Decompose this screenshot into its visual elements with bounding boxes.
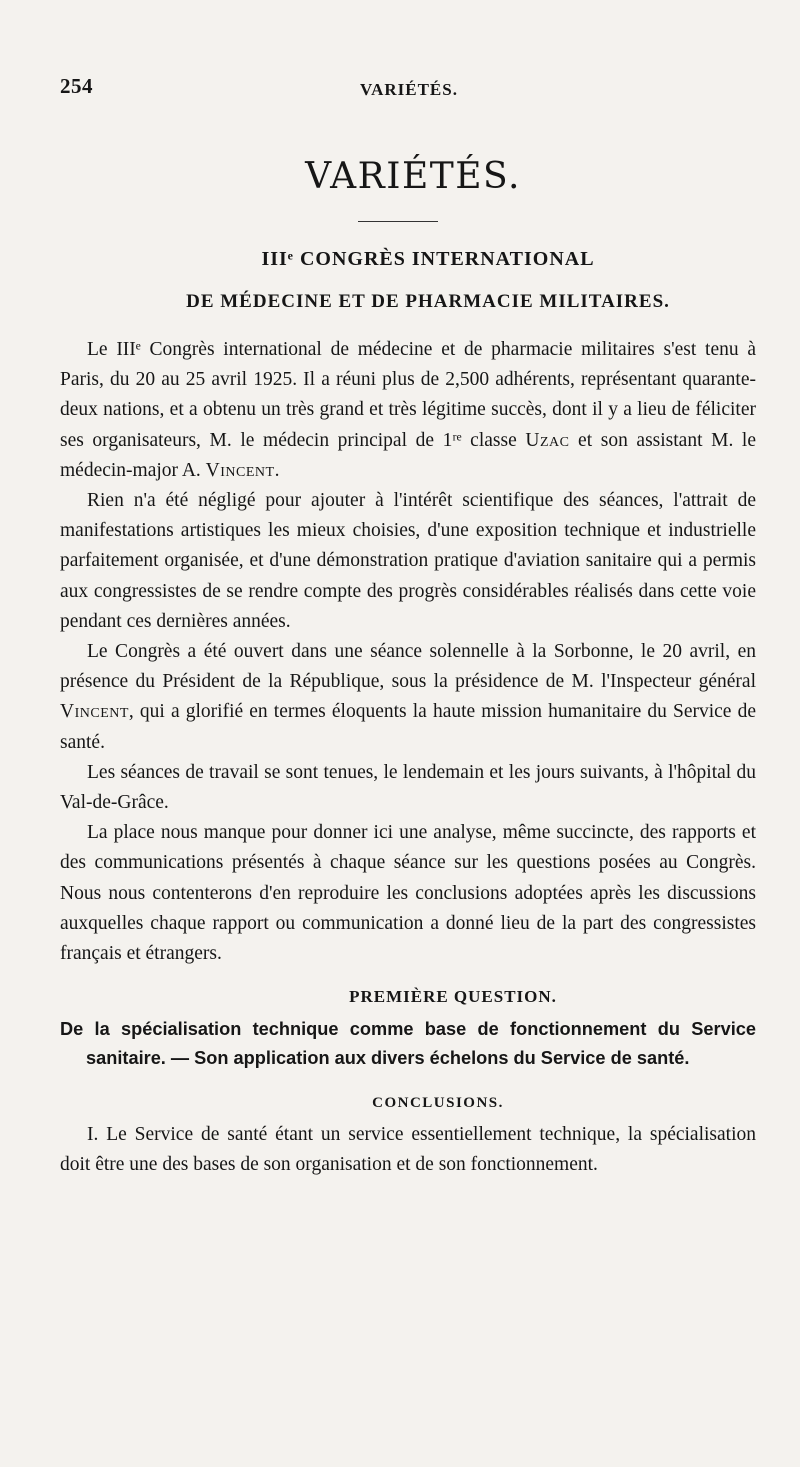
article-title [60,248,756,313]
paragraph-text: . [274,459,280,481]
paragraph-text: et son assistant M. le médecin-major A. [60,429,756,481]
paragraph-5: La place nous manque pour donner ici une analyse, même succincte, des rapports et des communications présentés à chaque séance sur les questions posées au Congrès. Nous nous contenterons d'en reproduire les conclusions adoptées après les discussions auxquelles chaque rapport ou communication a donné lieu de la part des congressistes français et étrangers. [60,822,756,965]
article-title-line-1: IIIᵉ CONGRÈS INTERNATIONAL [261,248,595,270]
paragraph-2: Rien n'a été négligé pour ajouter à l'intérêt scientifique des séances, l'attrait de manifestations artistiques les mieux choisies, d'une exposition technique et industrielle parfaitement organisée, et d'une démonstration pratique d'aviation sanitaire qui a permis aux congressistes de se rendre compte des progrès considérables réalisés dans cette voie pendant ces dernières années. [60,490,756,632]
person-name: Uzac [525,429,570,451]
article-title-line-2: DE MÉDECINE ET DE PHARMACIE MILITAIRES. [186,291,670,312]
conclusions-heading: CONCLUSIONS. [372,1095,504,1112]
title-rule [358,221,438,222]
paragraph-text: , qui a glorifié en termes éloquents la haute mission humanitaire du Service de santé. [60,701,756,753]
running-head [60,62,756,106]
conclusion-item: I. Le Service de santé étant un service essentiellement technique, la spécialisation doit être une des bases de son organisation et de son fonctionnement. [60,1124,756,1176]
paragraph-4: Les séances de travail se sont tenues, le lendemain et les jours suivants, à l'hôpital du Val-de-Grâce. [60,761,756,814]
first-question-heading: PREMIÈRE QUESTION. [349,987,557,1007]
conclusions-list [60,1120,756,1180]
running-title: VARIÉTÉS. [360,80,458,99]
first-question-text: De la spécialisation technique comme base de fonctionnement du Service sanitaire. — Son application aux divers échelons du Service de santé. [60,1019,756,1069]
page-number: 254 [60,74,93,98]
article-body [60,335,756,969]
paragraph-3 [60,637,756,758]
section-title: VARIÉTÉS. [305,156,521,197]
paragraph-1 [60,335,756,486]
person-name: Vincent [205,459,275,481]
paragraph-text: Le Congrès a été ouvert dans une séance solennelle à la Sorbonne, le 20 avril, en présence du Président de la République, sous la présidence de M. l'Inspecteur général [60,641,756,693]
person-name: Vincent [60,701,129,723]
paragraph-text: Le IIIᵉ Congrès international de médecine et de pharmacie militaires s'est tenu à Paris, du 20 au 25 avril 1925. Il a réuni plus de 2,500 adhérents, représentant quarante-deux nations, et a obtenu un très grand et très légitime succès, dont il y a lieu de féliciter ses organisateurs, M. le médecin principal de 1ʳᵉ classe [60,339,756,451]
